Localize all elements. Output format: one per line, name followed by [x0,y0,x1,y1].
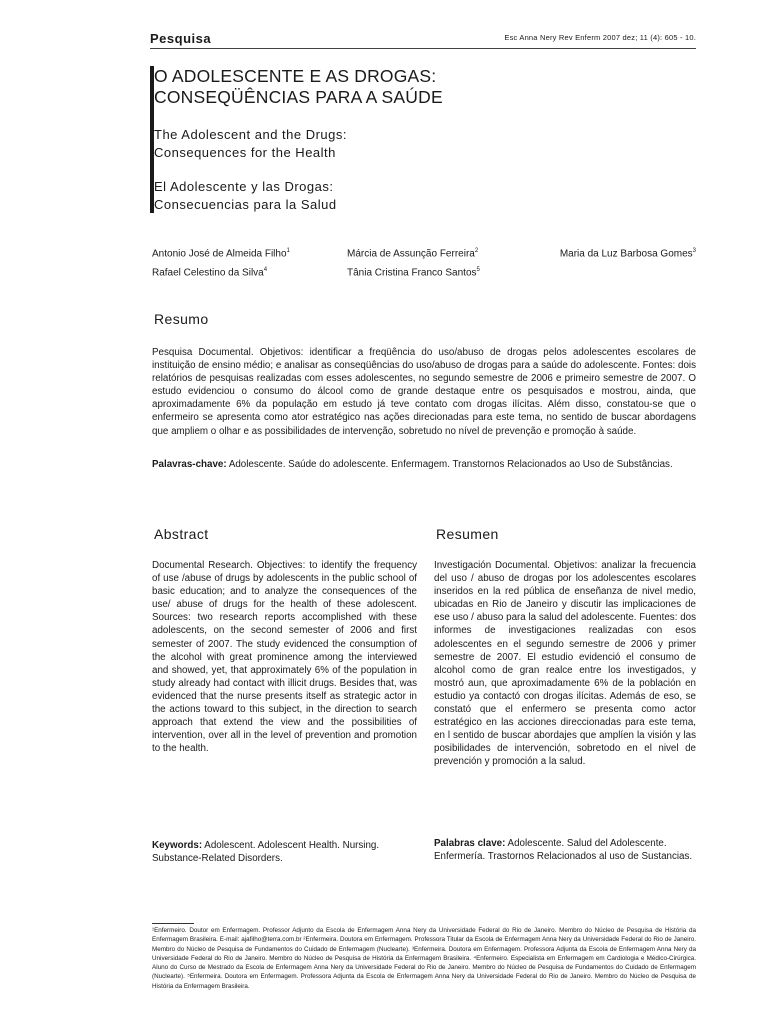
resumen-text: Investigación Documental. Objetivos: analizar la frecuencia del uso / abuso de drogas por los adolescentes escolares inseridos en la red pública de enseñanza de nivel medio, ubicadas en Rio de Janeiro y discutir las implicaciones de ese uso / abuso para la salud del adolescente. Fuentes: dos informes de investigaciones realizadas con esos adolescentes en el segundo semestre de 2006 y primer semestre de 2007. El estudio evidenció el consumo de alcohol como de gran realce entre los investigados, y mostró aun, que aproximadamente 6% de la población en estudio ya contactó con drogas ilícitas. Además de eso, se constató que el enfermero se presenta como actor estratégico en las acciones direccionadas para este tema, en l sentido de buscar abordajes que amplíen la visión y las posibilidades de intervención, sobretodo en el nivel de prevención y promoción a la salud. [434,560,696,768]
abstract-keywords [152,839,417,865]
resumo-keywords [152,458,696,471]
title-es-line-2: Consecuencias para la Salud [154,197,337,212]
title-pt-line-2: CONSEQÜÊNCIAS PARA A SAÚDE [154,87,443,107]
title-es-line-1: El Adolescente y las Drogas: [154,179,334,194]
abstract-text: Documental Research. Objectives: to identify the frequency of use /abuse of drugs by adolescents in the public school of basic education; and to analyze the consequences of the use/ abuse of drugs for the health of these adolescent. Sources: two research reports accomplished with these adolescents, on the second semester of 2006 and first semester of 2007. The study evidenced the consumption of the alcohol with great prominence among the interviewed and showed, yet, that approximately 6% of the population in study already had contact with illicit drugs. Besides that, was evidenced that the nurse presents itself as strategic actor in the actions toward to this subject, in the direction to search approach that extend the view and the possibilities of intervention, over all in the level of prevention and promotion to the health. [152,560,417,755]
title-en-line-1: The Adolescent and the Drugs: [154,127,348,142]
header-divider [150,48,696,49]
author-5: Tânia Cristina Franco Santos$^5$ [347,267,480,279]
resumo-text: Pesquisa Documental. Objetivos: identificar a freqüência do uso/abuso de drogas pelos adolescentes escolares de instituição de ensino médio; e analisar as conseqüências do uso/abuso de drogas para a saúde do adolescente. Fontes: dois relatórios de pesquisas realizadas com esses adolescentes, no segundo semestre de 2006 e primeiro semestre de 2007. O estudo evidenciou o consumo do álcool como de grande destaque entre os pesquisados e mostrou, ainda, que aproximadamente 6% da população em estudo já teve contato com drogas ilícitas. Além disso, constatou-se que o enfermeiro se apresenta como ator estratégico nas ações direcionadas para este tema, no sentido de buscar abordagens que ampliem o olhar e as possibilidades de intervenção, sobretudo no nível de prevenção e promoção à saúde. [152,347,696,437]
author-1: Antonio José de Almeida Filho$^1$ [152,248,290,260]
resumen-keywords-list: Adolescente. Salud del Adolescente. Enfermería. Trastornos Relacionados al uso de Sustancias. [434,838,693,863]
section-label: Pesquisa [150,31,212,46]
abstract-keywords-label: Keywords: [152,840,203,851]
resumen-heading: Resumen [436,526,499,542]
resumen-keywords-label: Palabras clave: [434,838,506,849]
title-pt-line-1: O ADOLESCENTE E AS DROGAS: [154,66,437,86]
resumo-keywords-list: Adolescente. Saúde do adolescente. Enfermagem. Transtornos Relacionados ao Uso de Substâncias. [228,459,673,470]
abstract-keywords-list: Adolescent. Adolescent Health. Nursing. Substance-Related Disorders. [152,840,380,865]
title-en-line-2: Consequences for the Health [154,145,336,160]
resumo-heading: Resumo [154,311,209,327]
resumo-keywords-label: Palavras-chave: [152,459,227,470]
title-spanish [154,178,554,214]
title-english [154,126,554,162]
resumen-keywords [434,837,696,863]
author-4: Rafael Celestino da Silva$^4$ [152,267,268,279]
journal-citation: Esc Anna Nery Rev Enferm 2007 dez; 11 (4): 605 - 10. [504,33,696,42]
footnote-divider [152,923,194,924]
abstract-heading: Abstract [154,526,209,542]
author-footnotes: ¹Enfermeiro. Doutor em Enfermagem. Professor Adjunto da Escola de Enfermagem Anna Nery da Universidade Federal do Rio de Janeiro. Membro do Núcleo de Pesquisa de História da Enfermagem Brasileira. E-mail: ajafilho@terra.com.br ²Enfermeira. Doutora em Enfermagem. Professora Titular da Escola de Enfermagem Anna Nery da Universidade Federal do Rio de Janeiro. Membro do Núcleo de Pesquisa de Fundamentos do Cuidado de Enfermagem (Nuclearte). ³Enfermeira. Doutora em Enfermagem. Professora Adjunta da Escola de Enfermagem Anna Nery da Universidade Federal do Rio de Janeiro. Membro do Núcleo de Pesquisa de História da Enfermagem Brasileira. ⁴Enfermeiro. Especialista em Enfermagem em Cardiologia e Médico-Cirúrgica. Aluno do Curso de Mestrado da Escola de Enfermagem Anna Nery da Universidade Federal do Rio de Janeiro. Membro do Núcleo de Pesquisa de Fundamentos do Cuidado de Enfermagem (Nuclearte). ⁵Enfermeira. Doutora em Enfermagem. Professora Adjunta da Escola de Enfermagem Anna Nery da Universidade Federal do Rio de Janeiro. Membro do Núcleo de Pesquisa de História da Enfermagem Brasileira. [152,927,696,990]
title-portuguese [154,66,554,108]
author-2: Márcia de Assunção Ferreira$^2$ [347,248,479,260]
author-3: Maria da Luz Barbosa Gomes$^3$ [559,248,696,260]
